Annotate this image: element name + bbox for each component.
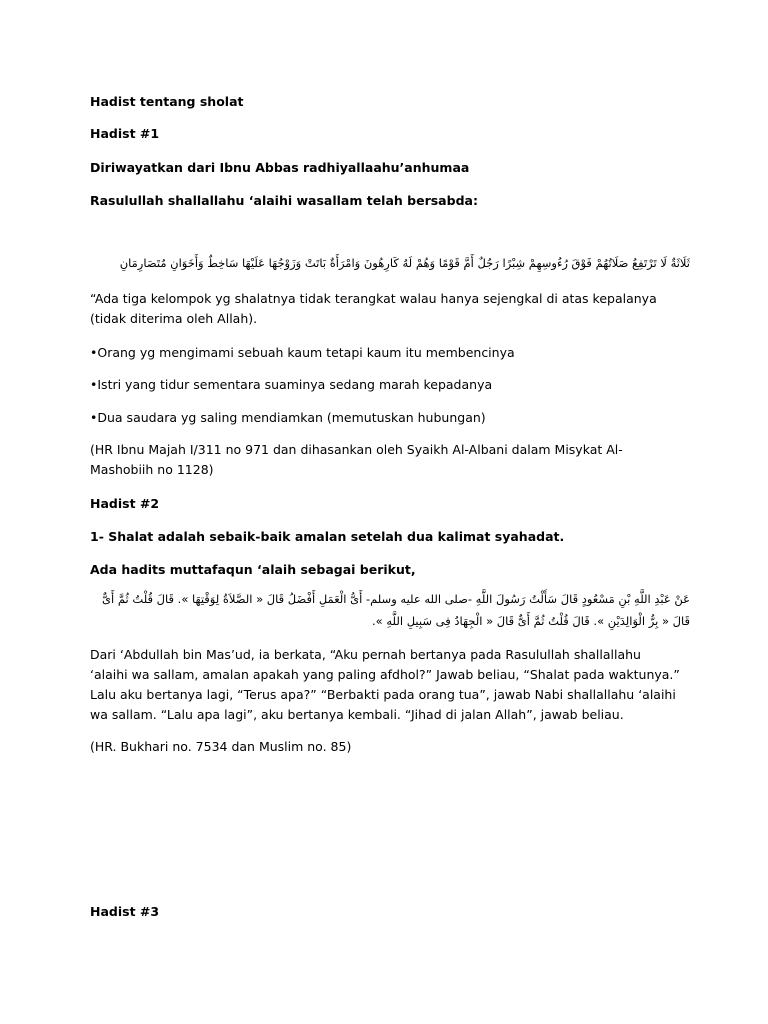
hadist-1-arabic-text: ثَلَاثَةٌ لَا تَرْتَفِعُ صَلَاتُهُمْ فَوْقَ رُءُوسِهِمْ شِبْرًا رَجُلٌ أَمَّ قَوْمًا وَهُمْ لَهُ كَارِهُونَ وَامْرَأَةٌ بَاتَتْ وَزَوْجُهَا عَلَيْهَا سَاخِطٌ وَأَخَوَانِ مُتَصَارِمَانِ — [119, 256, 690, 270]
hadist-1-bullet-2: •Istri yang tidur sementara suaminya sedang marah kepadanya — [90, 377, 493, 392]
hadist-1-translation: “Ada tiga kelompok yg shalatnya tidak terangkat walau hanya sejengkal di atas kepalanya (tidak diterima oleh Allah). — [90, 291, 657, 326]
hadist-2-translation: Dari ‘Abdullah bin Mas’ud, ia berkata, “Aku pernah bertanya pada Rasulullah shallallahu ‘alaihi wa sallam, amalan apakah yang paling afdhol?” Jawab beliau, “Shalat pada waktunya.” Lalu aku bertanya lagi, “Terus apa?” “Berbakti pada orang tua”, jawab Nabi shallallahu ‘alaihi wa sallam. “Lalu apa lagi”, aku bertanya kembali. “Jihad di jalan Allah”, jawab beliau. — [90, 647, 680, 722]
hadist-2-heading: Hadist #2 — [90, 496, 160, 511]
hadist-1-heading: Hadist #1 — [90, 126, 160, 141]
hadist-1-bullet-3: •Dua saudara yg saling mendiamkan (memutuskan hubungan) — [90, 410, 486, 425]
hadist-2-intro: Ada hadits muttafaqun ‘alaih sebagai berikut, — [90, 562, 416, 577]
hadist-1-narrator: Diriwayatkan dari Ibnu Abbas radhiyallaahu’anhumaa — [90, 160, 470, 175]
hadist-2-point: 1- Shalat adalah sebaik-baik amalan setelah dua kalimat syahadat. — [90, 529, 565, 544]
hadist-1-bullet-1: •Orang yg mengimami sebuah kaum tetapi kaum itu membencinya — [90, 345, 515, 360]
hadist-3-heading: Hadist #3 — [90, 904, 160, 919]
document-title: Hadist tentang sholat — [90, 94, 244, 109]
hadist-1-intro: Rasulullah shallallahu ‘alaihi wasallam telah bersabda: — [90, 193, 478, 208]
hadist-2-arabic-text: عَنْ عَبْدِ اللَّهِ بْنِ مَسْعُودٍ قَالَ سَأَلْتُ رَسُولَ اللَّهِ -صلى الله عليه وسلم- أَىُّ الْعَمَلِ أَفْضَلُ قَالَ « الصَّلاَةُ لِوَقْتِهَا ». قَالَ قُلْتُ ثُمَّ أَىٌّ قَالَ « بِرُّ الْوَالِدَيْنِ ». قَالَ قُلْتُ ثُمَّ أَىٌّ قَالَ « الْجِهَادُ فِى سَبِيلِ اللَّهِ ». — [102, 592, 690, 628]
hadist-2-source: (HR. Bukhari no. 7534 dan Muslim no. 85) — [90, 739, 352, 754]
hadist-1-source: (HR Ibnu Majah I/311 no 971 dan dihasankan oleh Syaikh Al-Albani dalam Misykat Al-Mashobiih no 1128) — [90, 442, 623, 477]
